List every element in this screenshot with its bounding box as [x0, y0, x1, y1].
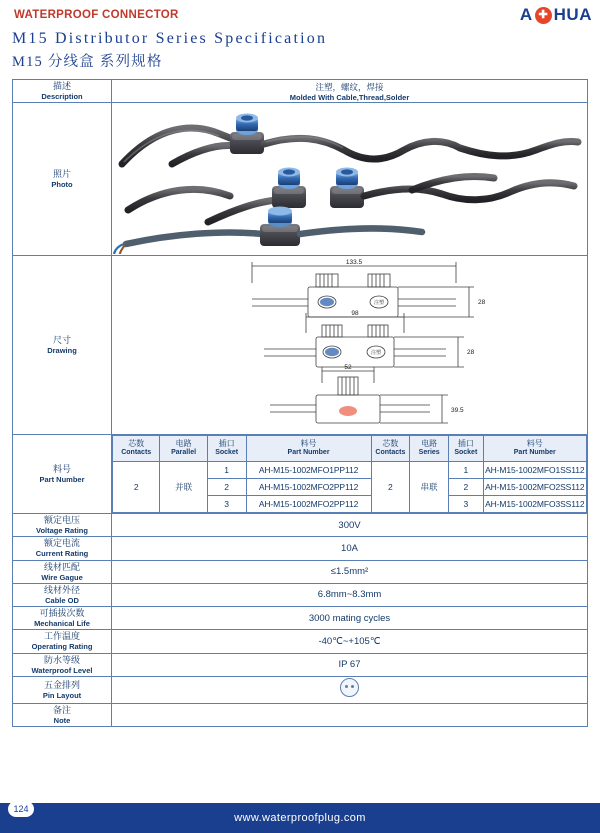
header-part-number-right: 料号 Part Number: [483, 436, 586, 462]
cell-socket-right-3: 3: [449, 496, 483, 513]
header-socket-right: 插口 Socket: [449, 436, 483, 462]
table-row-wire-gauge: [13, 560, 588, 583]
dim-mid-height: 28: [467, 349, 475, 357]
cell-contacts-right: 2: [371, 462, 410, 513]
dim-top-height: 28: [478, 299, 486, 307]
row-label-cn: 描述: [52, 81, 71, 91]
part-number-cell: [112, 435, 588, 514]
description-value-cn: 注塑，螺纹，焊接: [315, 81, 384, 92]
header-contacts-right: 芯数 Contacts: [371, 436, 410, 462]
row-label-en: Photo: [51, 180, 73, 190]
drawing-body-label-top: 注塑: [373, 300, 385, 307]
table-row-pin-layout: [13, 676, 588, 703]
header-title: WATERPROOF CONNECTOR: [14, 9, 179, 21]
row-label-en: Drawing: [47, 346, 77, 356]
table-row-cable-od: [13, 583, 588, 606]
cell-part-right-1: AH-M15-1002MFO1SS112: [483, 462, 586, 479]
table-row-description: [13, 80, 588, 103]
cell-part-right-3: AH-M15-1002MFO3SS112: [483, 496, 586, 513]
header-parallel: 电路 Parallel: [160, 436, 207, 462]
dim-bot-length: 52: [344, 364, 352, 372]
cell-socket-right-2: 2: [449, 479, 483, 496]
row-label-drawing: [13, 256, 112, 435]
row-label-cn: 料号: [52, 464, 71, 474]
row-label-wire-gauge: 线材匹配 Wire Gague: [13, 560, 112, 583]
technical-drawing: [112, 257, 586, 433]
row-value-wire-gauge: ≤1.5mm²: [112, 560, 588, 583]
cell-parallel: 并联: [160, 462, 207, 513]
cell-socket-left-3: 3: [207, 496, 246, 513]
header-part-number-left: 料号 Part Number: [246, 436, 371, 462]
product-photo: [112, 104, 587, 254]
table-row-drawing: [13, 256, 588, 435]
row-label-operating-temperature: 工作温度 Operating Rating: [13, 630, 112, 653]
dim-mid-length: 98: [351, 310, 359, 318]
footer-website-link[interactable]: www.waterproofplug.com: [234, 812, 366, 824]
table-row: [113, 462, 587, 479]
page-title-chinese: M15 分线盒 系列规格: [12, 54, 163, 70]
row-label-en: Part Number: [39, 475, 85, 485]
part-number-header-row: [113, 436, 587, 462]
dim-top-length: 133.5: [345, 259, 363, 267]
connector-photo-illustration: [112, 104, 586, 254]
row-label-cn: 尺寸: [52, 335, 71, 346]
header-contacts-left: 芯数 Contacts: [113, 436, 160, 462]
cell-socket-right-1: 1: [449, 462, 483, 479]
row-value-current: 10A: [112, 537, 588, 560]
title-block: [0, 30, 600, 75]
row-label-part-number: [13, 435, 112, 514]
row-value-operating-temperature: -40℃~+105℃: [112, 630, 588, 653]
pin-dot-2: [351, 685, 354, 688]
row-value-voltage: 300V: [112, 514, 588, 537]
logo-text-hua: HUA: [553, 5, 592, 24]
row-label-cable-od: 线材外径 Cable OD: [13, 583, 112, 606]
technical-drawing-cell: [112, 256, 588, 435]
pin-layout-icon: [340, 678, 359, 697]
page-footer: [0, 803, 600, 833]
logo-letter-a: A: [519, 5, 533, 24]
header-socket-left: 插口 Socket: [207, 436, 246, 462]
cell-contacts-left: 2: [113, 462, 160, 513]
cell-socket-left-2: 2: [207, 479, 246, 496]
table-row-photo: [13, 103, 588, 256]
cell-series: 串联: [410, 462, 449, 513]
header-series: 电路 Series: [410, 436, 449, 462]
specification-table: [12, 79, 588, 727]
row-label-en: Description: [41, 92, 83, 102]
row-label-description: [13, 80, 112, 103]
row-label-pin-layout: 五金排列 Pin Layout: [13, 676, 112, 703]
row-label-photo: [13, 103, 112, 256]
company-logo: [520, 5, 592, 25]
table-row-voltage: [13, 514, 588, 537]
table-row-operating-temperature: [13, 630, 588, 653]
row-label-mechanical-life: 可插拔次数 Mechanical Life: [13, 607, 112, 630]
cell-part-left-3: AH-M15-1002MFO2PP112: [246, 496, 371, 513]
drawing-body-label-mid: 注塑: [370, 350, 382, 357]
table-row-part-number: [13, 435, 588, 514]
row-label-waterproof: 防水等级 Waterproof Level: [13, 653, 112, 676]
table-row-waterproof: [13, 653, 588, 676]
dim-bot-height: 39.5: [451, 407, 464, 415]
table-row-note: [13, 703, 588, 726]
page-header: [0, 0, 600, 30]
page-title-english: M15 Distributor Series Specification: [12, 30, 328, 47]
page-number-badge: 124: [8, 801, 34, 817]
row-label-voltage: 额定电压 Voltage Rating: [13, 514, 112, 537]
row-label-note: 备注 Note: [13, 703, 112, 726]
row-value-cable-od: 6.8mm~8.3mm: [112, 583, 588, 606]
row-value-description: [112, 80, 588, 103]
table-row-current: [13, 537, 588, 560]
row-label-cn: 照片: [52, 169, 71, 180]
table-row-mechanical-life: [13, 607, 588, 630]
product-photo-cell: [112, 103, 588, 256]
logo-cross-icon: ✚: [535, 7, 552, 24]
cell-socket-left-1: 1: [207, 462, 246, 479]
row-value-mechanical-life: 3000 mating cycles: [112, 607, 588, 630]
cell-part-left-2: AH-M15-1002MFO2PP112: [246, 479, 371, 496]
part-number-table: [112, 435, 587, 513]
footer-content: [0, 804, 600, 824]
cell-part-right-2: AH-M15-1002MFO2SS112: [483, 479, 586, 496]
row-value-waterproof: IP 67: [112, 653, 588, 676]
cell-part-left-1: AH-M15-1002MFO1PP112: [246, 462, 371, 479]
pin-dot-1: [345, 685, 348, 688]
row-value-pin-layout: [112, 676, 588, 703]
row-label-current: 额定电流 Current Rating: [13, 537, 112, 560]
row-value-note: [112, 703, 588, 726]
description-value-en: Molded With Cable,Thread,Solder: [289, 92, 410, 102]
